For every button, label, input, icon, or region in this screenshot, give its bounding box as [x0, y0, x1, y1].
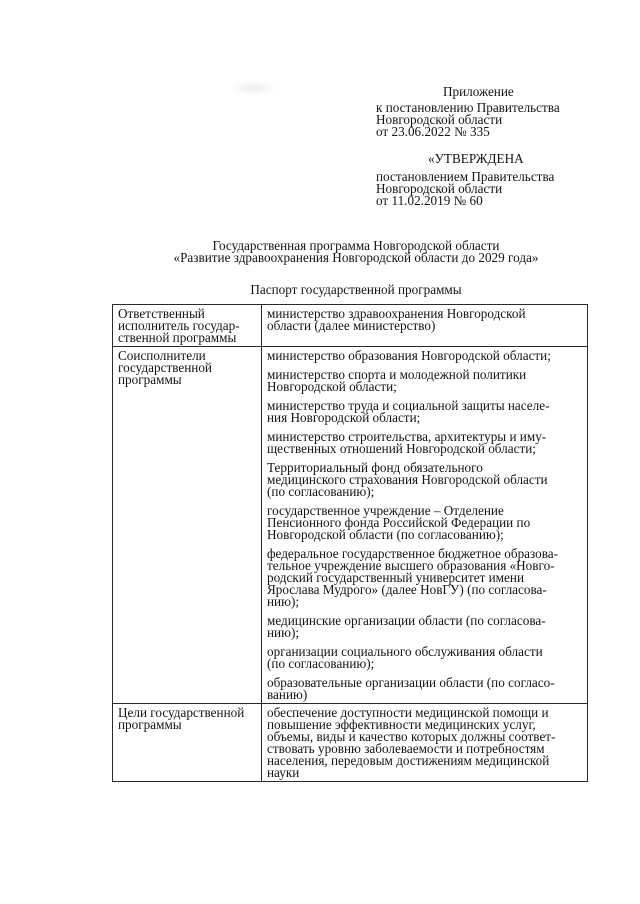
- list-item: [267, 308, 583, 332]
- row-label-line: исполнитель государ-: [118, 318, 240, 333]
- list-item: [267, 505, 583, 541]
- row-value-cell: [262, 347, 588, 704]
- item-line: населения, передовым достижениям медицинской: [267, 753, 550, 768]
- row-label-line: Цели государственной: [118, 705, 245, 720]
- item-line: медицинские организации области (по согласова-: [267, 613, 546, 628]
- row-value-cell: [262, 704, 588, 782]
- row-label-line: программы: [118, 372, 182, 387]
- item-line: министерство труда и социальной защиты населе-: [267, 398, 550, 413]
- table-row: [113, 704, 588, 782]
- approved-title: «УТВЕРЖДЕНА: [428, 151, 524, 166]
- appendix-line: к постановлению Правительства: [376, 100, 560, 115]
- row-label-cell: [113, 347, 262, 704]
- item-line: Пенсионного фонда Российской Федерации по: [267, 515, 531, 530]
- appendix-title: Приложение: [443, 84, 514, 99]
- list-item: [267, 400, 583, 424]
- item-line: ванию): [267, 687, 308, 702]
- row-label-line: Соисполнители: [118, 348, 206, 363]
- list-item: [267, 369, 583, 393]
- list-item: [267, 615, 583, 639]
- row-label-cell: [113, 305, 262, 347]
- item-line: министерство образования Новгородской области;: [267, 348, 551, 363]
- item-line: области (далее министерство): [267, 318, 436, 333]
- list-item: [267, 431, 583, 455]
- item-line: организации социального обслуживания области: [267, 644, 543, 659]
- approved-line: от 11.02.2019 № 60: [376, 193, 483, 208]
- approved-line: Новгородской области: [376, 181, 503, 196]
- item-line: нию);: [267, 625, 300, 640]
- item-line: родский государственный университет имени: [267, 570, 525, 585]
- item-line: повышение эффективности медицинских услуг,: [267, 717, 536, 732]
- item-line: щественных отношений Новгородской области;: [267, 441, 536, 456]
- item-line: Территориальный фонд обязательного: [267, 460, 483, 475]
- row-label-line: государственной: [118, 360, 212, 375]
- table-row: [113, 347, 588, 704]
- table-row: [113, 305, 588, 347]
- item-line: объемы, виды и качество которых должны соответ-: [267, 729, 556, 744]
- item-line: ния Новгородской области;: [267, 410, 421, 425]
- approved-line: постановлением Правительства: [376, 169, 555, 184]
- passport-title: Паспорт государственной программы: [250, 282, 462, 297]
- list-item: [267, 646, 583, 670]
- row-value-cell: [262, 305, 588, 347]
- item-line: министерство здравоохранения Новгородской: [267, 306, 526, 321]
- appendix-line: Новгородской области: [376, 112, 503, 127]
- item-line: министерство спорта и молодежной политики: [267, 367, 527, 382]
- item-line: государственное учреждение – Отделение: [267, 503, 504, 518]
- row-label-cell: [113, 704, 262, 782]
- item-line: министерство строительства, архитектуры и иму-: [267, 429, 547, 444]
- item-line: (по согласованию);: [267, 484, 375, 499]
- item-line: Ярослава Мудрого» (далее НовГУ) (по согласова-: [267, 582, 547, 597]
- item-line: Новгородской области (по согласованию);: [267, 527, 504, 542]
- item-line: тельное учреждение высшего образования «Новго-: [267, 558, 555, 573]
- item-line: (по согласованию);: [267, 656, 375, 671]
- item-line: нию);: [267, 594, 300, 609]
- appendix-line: от 23.06.2022 № 335: [376, 124, 490, 139]
- passport-table: [112, 304, 588, 782]
- list-item: [267, 707, 583, 779]
- item-line: медицинского страхования Новгородской области: [267, 472, 548, 487]
- item-line: обеспечение доступности медицинской помощи и: [267, 705, 549, 720]
- list-item: [267, 462, 583, 498]
- row-label-line: Ответственный: [118, 306, 205, 321]
- list-item: [267, 548, 583, 608]
- item-line: науки: [267, 765, 300, 780]
- item-line: образовательные организации области (по согласо-: [267, 675, 555, 690]
- item-line: федеральное государственное бюджетное образова-: [267, 546, 559, 561]
- item-line: Новгородской области;: [267, 379, 397, 394]
- program-title-line: «Развитие здравоохранения Новгородской области до 2029 года»: [173, 250, 539, 265]
- program-title-line: Государственная программа Новгородской области: [212, 238, 500, 253]
- list-item: [267, 677, 583, 701]
- scan-smudge: [230, 80, 278, 96]
- row-label-line: ственной программы: [118, 330, 237, 345]
- list-item: [267, 350, 583, 362]
- row-label-line: программы: [118, 717, 182, 732]
- item-line: ствовать уровню заболеваемости и потребностям: [267, 741, 545, 756]
